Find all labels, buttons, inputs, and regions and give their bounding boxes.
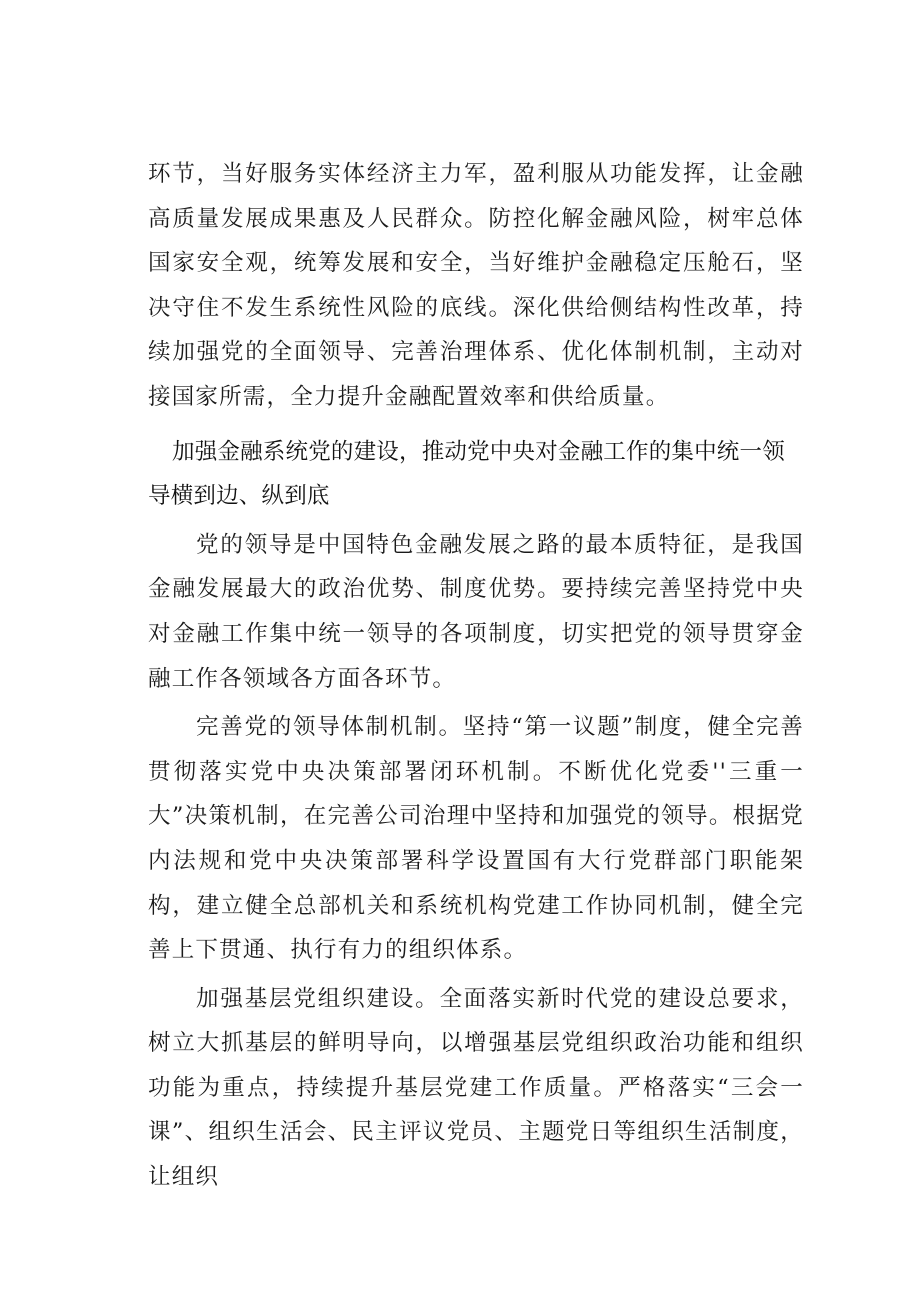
paragraph-leadership-mechanism: 完善党的领导体制机制。坚持“第一议题”制度，健全完善贯彻落实党中央决策部署闭环机制。不断优化党委''三重一大”决策机制，在完善公司治理中坚持和加强党的领导。根据党内法规和党中央决策部署科学设置国有大行党群部门职能架构，建立健全总部机关和系统机构党建工作协同机制，健全完善上下贯通、执行有力的组织体系。 xyxy=(148,714,804,964)
paragraph-party-leadership: 党的领导是中国特色金融发展之路的最本质特征，是我国金融发展最大的政治优势、制度优势。要持续完善坚持党中央对金融工作集中统一领导的各项制度，切实把党的领导贯穿金融工作各领域各方面各环节。 xyxy=(148,531,804,692)
section-heading: 加强金融系统党的建设，推动党中央对金融工作的集中统一领导横到边、纵到底 xyxy=(148,438,785,510)
document-body xyxy=(148,152,804,1200)
paragraph-grassroots-organization: 加强基层党组织建设。全面落实新时代党的建设总要求，树立大抓基层的鲜明导向，以增强基层党组织政治功能和组织功能为重点，持续提升基层党建工作质量。严格落实“三会一课”、组织生活会、民主评议党员、主题党日等组织生活制度，让组织 xyxy=(148,985,804,1191)
paragraph-continuation: 环节，当好服务实体经济主力军，盈利服从功能发挥，让金融高质量发展成果惠及人民群众。防控化解金融风险，树牢总体国家安全观，统筹发展和安全，当好维护金融稳定压舱石，坚决守住不发生系统性风险的底线。深化供给侧结构性改革，持续加强党的全面领导、完善治理体系、优化体制机制，主动对接国家所需，全力提升金融配置效率和供给质量。 xyxy=(148,161,804,410)
